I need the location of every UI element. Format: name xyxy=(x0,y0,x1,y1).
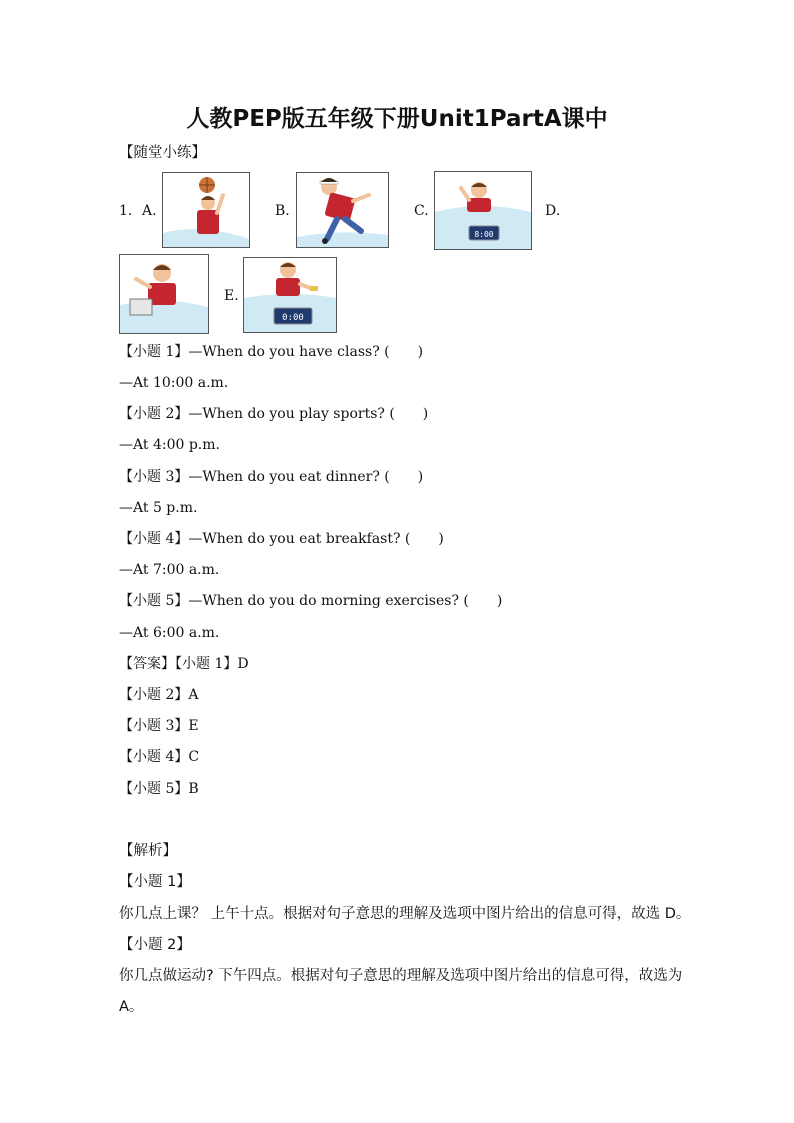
answer-key-5: 【小题 5】B xyxy=(119,781,199,797)
option-e-image xyxy=(243,257,337,333)
option-c-image xyxy=(434,171,532,250)
question-5: 【小题 5】—When do you do morning exercises? ( ) xyxy=(119,593,503,609)
option-e-label: E. xyxy=(224,288,239,304)
answer-key-1: 【答案】【小题 1】D xyxy=(119,656,249,672)
question-1: 【小题 1】—When do you have class? ( ) xyxy=(119,344,424,360)
analysis-heading: 【解析】 xyxy=(119,843,177,859)
question-3: 【小题 3】—When do you eat dinner? ( ) xyxy=(119,469,424,485)
section-practice-heading: 【随堂小练】 xyxy=(119,145,206,161)
boy-at-desk-with-book-icon xyxy=(120,255,208,333)
option-d-image xyxy=(119,254,209,334)
analysis-item-2-text-line2: A。 xyxy=(119,999,144,1015)
analysis-item-1-label: 【小题 1】 xyxy=(119,874,191,890)
answer-line-2: —At 4:00 p.m. xyxy=(119,437,220,453)
boy-holding-basketball-icon xyxy=(163,173,249,247)
answer-line-4: —At 7:00 a.m. xyxy=(119,562,220,578)
analysis-item-1-text: 你几点上课？ 上午十点。根据对句子意思的理解及选项中图片给出的信息可得，故选 D。 xyxy=(119,906,691,922)
answer-line-1: —At 10:00 a.m. xyxy=(119,375,229,391)
question-2: 【小题 2】—When do you play sports? ( ) xyxy=(119,406,429,422)
answer-key-4: 【小题 4】C xyxy=(119,749,200,765)
option-a-label: A. xyxy=(142,203,157,219)
answer-line-5: —At 6:00 a.m. xyxy=(119,625,220,641)
option-d-label: D. xyxy=(545,203,561,219)
answer-line-3: —At 5 p.m. xyxy=(119,500,198,516)
question-number: 1． xyxy=(119,203,142,219)
question-4: 【小题 4】—When do you eat breakfast? ( ) xyxy=(119,531,444,547)
option-a-image xyxy=(162,172,250,248)
answer-key-3: 【小题 3】E xyxy=(119,718,199,734)
option-b-image xyxy=(296,172,389,248)
page-title: 人教PEP版五年级下册Unit1PartA课中 xyxy=(186,106,608,132)
option-c-label: C. xyxy=(414,203,429,219)
boy-running-icon xyxy=(297,173,388,247)
boy-in-bed-with-alarm-clock-icon xyxy=(435,172,531,249)
answer-key-2: 【小题 2】A xyxy=(119,687,199,703)
analysis-item-2-label: 【小题 2】 xyxy=(119,937,191,953)
analysis-item-2-text-line1: 你几点做运动? 下午四点。根据对句子意思的理解及选项中图片给出的信息可得，故选为 xyxy=(119,968,683,984)
boy-at-table-with-clock-icon xyxy=(244,258,336,332)
option-b-label: B. xyxy=(275,203,290,219)
option-c-clock-text: 8:00 xyxy=(474,230,494,239)
option-e-clock-text: 0:00 xyxy=(282,313,304,323)
